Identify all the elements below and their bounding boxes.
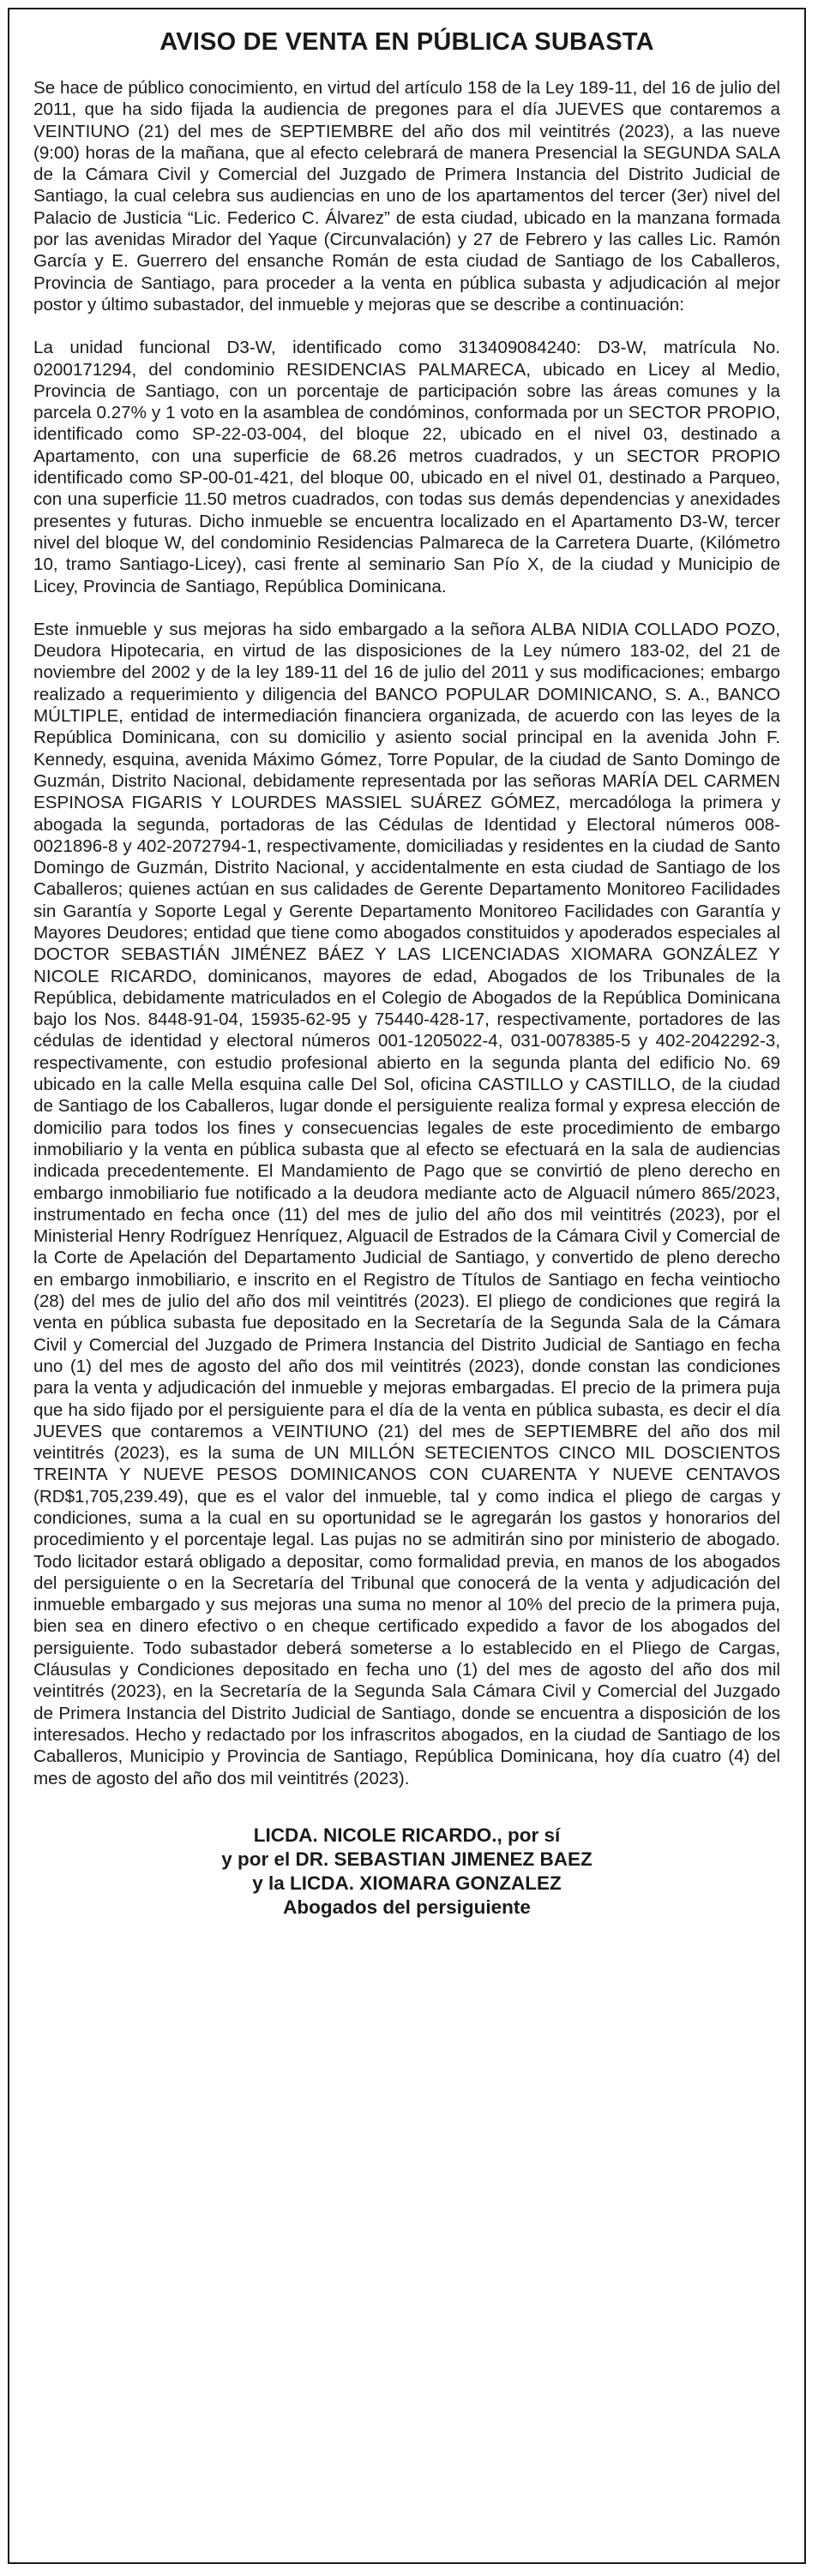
paragraph-hearing: Se hace de público conocimiento, en virtud del artículo 158 de la Ley 189-11, del 16 de julio del 2011, que ha sido fijada la audiencia de pregones para el día JUEVES que contaremos a VEINTIUNO (21) del mes de SEPTIEMBRE del año dos mil veintitrés (2023), a las nueve (9:00) horas de la mañana, que al efecto celebrará de manera Presencial la SEGUNDA SALA de la Cámara Civil y Comercial del Juzgado de Primera Instancia del Distrito Judicial de Santiago, la cual celebra sus audiencias en uno de los apartamentos del tercer (3er) nivel del Palacio de Justicia “Lic. Federico C. Álvarez” de esta ciudad, ubicado en la manzana formada por las avenidas Mirador del Yaque (Circunvalación) y 27 de Febrero y las calles Lic. Ramón García y E. Guerrero del ensanche Román de esta ciudad de Santiago de los Caballeros, Provincia de Santiago, para proceder a la venta en pública subasta y adjudicación al mejor postor y último subastador, del inmueble y mejoras que se describe a continuación: xyxy=(33,78,780,315)
signature-line: Abogados del persiguiente xyxy=(283,1896,531,1918)
signature-block xyxy=(33,1824,780,1920)
legal-notice xyxy=(8,8,806,2564)
paragraph-seizure: Este inmueble y sus mejoras ha sido embargado a la señora ALBA NIDIA COLLADO POZO, Deudora Hipotecaria, en virtud de las disposiciones de la Ley número 183-02, del 21 de noviembre del 2002 y de la ley 189-11 del 16 de julio del 2011 y sus modificaciones; embargo realizado a requerimiento y diligencia del BANCO POPULAR DOMINICANO, S. A., BANCO MÚLTIPLE, entidad de intermediación financiera organizada, de acuerdo con las leyes de la República Dominicana, con su domicilio y asiento social principal en la avenida John F. Kennedy, esquina, avenida Máximo Gómez, Torre Popular, de la ciudad de Santo Domingo de Guzmán, Distrito Nacional, debidamente representada por las señoras MARÍA DEL CARMEN ESPINOSA FIGARIS Y LOURDES MASSIEL SUÁREZ GÓMEZ, mercadóloga la primera y abogada la segunda, portadoras de las Cédulas de Identidad y Electoral números 008-0021896-8 y 402-2072794-1, respectivamente, domiciliadas y residentes en la ciudad de Santo Domingo de Guzmán, Distrito Nacional, y accidentalmente en esta ciudad de Santiago de los Caballeros; quienes actúan en sus calidades de Gerente Departamento Monitoreo Facilidades sin Garantía y Soporte Legal y Gerente Departamento Monitoreo Facilidades con Garantía y Mayores Deudores; entidad que tiene como abogados constituidos y apoderados especiales al DOCTOR SEBASTIÁN JIMÉNEZ BÁEZ Y LAS LICENCIADAS XIOMARA GONZÁLEZ Y NICOLE RICARDO, dominicanos, mayores de edad, Abogados de los Tribunales de la República, debidamente matriculados en el Colegio de Abogados de la República Dominicana bajo los Nos. 8448-91-04, 15935-62-95 y 75440-428-17, respectivamente, portadores de las cédulas de identidad y electoral números 001-1205022-4, 031-0078385-5 y 402-2042292-3, respectivamente, con estudio profesional abierto en la segunda planta del edificio No. 69 ubicado en la calle Mella esquina calle Del Sol, oficina CASTILLO y CASTILLO, de la ciudad de Santiago de los Caballeros, lugar donde el persiguiente realiza formal y expresa elección de domicilio para todos los fines y consecuencias legales de este procedimiento de embargo inmobiliario y la venta en pública subasta que al efecto se efectuará en la sala de audiencias indicada precedentemente. El Mandamiento de Pago que se convirtió de pleno derecho en embargo inmobiliario fue notificado a la deudora mediante acto de Alguacil número 865/2023, instrumentado en fecha once (11) del mes de julio del año dos mil veintitrés (2023), por el Ministerial Henry Rodríguez Henríquez, Alguacil de Estrados de la Cámara Civil y Comercial de la Corte de Apelación del Departamento Judicial de Santiago, y convertido de pleno derecho en embargo inmobiliario, e inscrito en el Registro de Títulos de Santiago en fecha veintiocho (28) del mes de julio del año dos mil veintitrés (2023). El pliego de condiciones que regirá la venta en pública subasta fue depositado en la Secretaría de la Segunda Sala de la Cámara Civil y Comercial del Juzgado de Primera Instancia del Distrito Judicial de Santiago en fecha uno (1) del mes de agosto del año dos mil veintitrés (2023), donde constan las condiciones para la venta y adjudicación del inmueble y mejoras embargadas. El precio de la primera puja que ha sido fijado por el persiguiente para el día de la venta en pública subasta, es decir el día JUEVES que contaremos a VEINTIUNO (21) del mes de SEPTIEMBRE del año dos mil veintitrés (2023), es la suma de UN MILLÓN SETECIENTOS CINCO MIL DOSCIENTOS TREINTA Y NUEVE PESOS DOMINICANOS CON CUARENTA Y NUEVE CENTAVOS (RD$1,705,239.49), que es el valor del inmueble, tal y como indica el pliego de cargas y condiciones, suma a la cual en su oportunidad se le agregarán los gastos y honorarios del procedimiento y el porcentaje legal. Las pujas no se admitirán sino por ministerio de abogado. Todo licitador estará obligado a depositar, como formalidad previa, en manos de los abogados del persiguiente o en la Secretaría del Tribunal que conocerá de la venta y adjudicación del inmueble embargado y sus mejoras una suma no menor al 10% del precio de la primera puja, bien sea en dinero efectivo o en cheque certificado expedido a favor de los abogados del persiguiente. Todo subastador deberá someterse a lo establecido en el Pliego de Cargas, Cláusulas y Condiciones depositado en fecha uno (1) del mes de agosto del año dos mil veintitrés (2023), en la Secretaría de la Segunda Sala Cámara Civil y Comercial del Juzgado de Primera Instancia del Distrito Judicial de Santiago, donde se encuentra a disposición de los interesados. Hecho y redactado por los infrascritos abogados, en la ciudad de Santiago de los Caballeros, Municipio y Provincia de Santiago, República Dominicana, hoy día cuatro (4) del mes de agosto del año dos mil veintitrés (2023). xyxy=(33,619,780,1788)
signature-line: y la LICDA. XIOMARA GONZALEZ xyxy=(252,1872,562,1894)
paragraph-property: La unidad funcional D3-W, identificado como 313409084240: D3-W, matrícula No. 0200171294, del condominio RESIDENCIAS PALMARECA, ubicado en Licey al Medio, Provincia de Santiago, con un porcentaje de participación sobre las áreas comunes y la parcela 0.27% y 1 voto en la asamblea de condóminos, conformada por un SECTOR PROPIO, identificado como SP-22-03-004, del bloque 22, ubicado en el nivel 03, destinado a Apartamento, con una superficie de 68.26 metros cuadrados, y un SECTOR PROPIO identificado como SP-00-01-421, del bloque 00, ubicado en el nivel 01, destinado a Parqueo, con una superficie 11.50 metros cuadrados, con todas sus demás dependencias y anexidades presentes y futuras. Dicho inmueble se encuentra localizado en el Apartamento D3-W, tercer nivel del bloque W, del condominio Residencias Palmareca de la Carretera Duarte, (Kilómetro 10, tramo Santiago-Licey), casi frente al seminario San Pío X, de la ciudad y Municipio de Licey, Provincia de Santiago, República Dominicana. xyxy=(33,338,780,596)
signature-line: LICDA. NICOLE RICARDO., por sí xyxy=(253,1824,561,1846)
notice-title: AVISO DE VENTA EN PÚBLICA SUBASTA xyxy=(159,28,654,56)
signature-line: y por el DR. SEBASTIAN JIMENEZ BAEZ xyxy=(221,1848,592,1870)
